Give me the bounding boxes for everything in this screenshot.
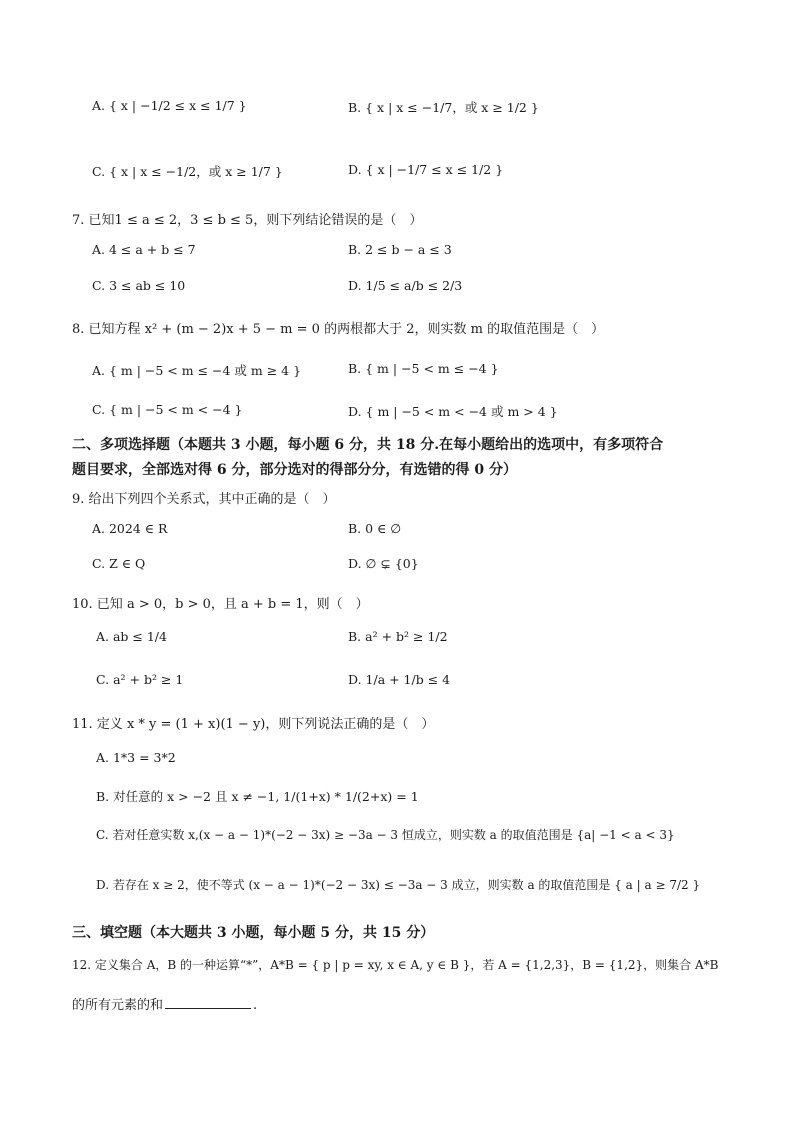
q9-option-c[interactable]: C. Z ∈ Q	[92, 556, 146, 571]
q8-option-b[interactable]: B. { m | −5 < m ≤ −4 }	[348, 361, 499, 376]
q11-option-c[interactable]: C. 若对任意实数 x,(x − a − 1)*(−2 − 3x) ≥ −3a − 3 恒成立，则实数 a 的取值范围是 {a| −1 < a < 3}	[96, 828, 675, 842]
q8-option-d[interactable]: D. { m | −5 < m < −4 或 m > 4 }	[348, 404, 558, 419]
q9-stem: 9. 给出下列四个关系式，其中正确的是（ ）	[72, 492, 336, 507]
q10-option-b[interactable]: B. a² + b² ≥ 1/2	[348, 629, 448, 644]
q8-stem: 8. 已知方程 x² + (m − 2)x + 5 − m = 0 的两根都大于 2，则实数 m 的取值范围是（ ）	[72, 322, 605, 337]
q12-line2-end: .	[253, 998, 258, 1013]
q7-option-b[interactable]: B. 2 ≤ b − a ≤ 3	[348, 242, 452, 257]
q7-stem: 7. 已知1 ≤ a ≤ 2，3 ≤ b ≤ 5，则下列结论错误的是（ ）	[72, 213, 423, 228]
q9-option-d[interactable]: D. ∅ ⊊ {0}	[348, 556, 419, 571]
section3-title: 三、填空题（本大题共 3 小题，每小题 5 分，共 15 分）	[72, 925, 435, 941]
q11-option-a[interactable]: A. 1*3 = 3*2	[96, 750, 176, 765]
q10-stem: 10. 已知 a > 0，b > 0，且 a + b = 1，则（ ）	[72, 597, 369, 612]
q11-stem: 11. 定义 x * y = (1 + x)(1 − y)，则下列说法正确的是（ ）	[72, 717, 435, 732]
q6-option-c[interactable]: C. { x | x ≤ −1/2，或 x ≥ 1/7 }	[92, 164, 283, 179]
q6-option-d[interactable]: D. { x | −1/7 ≤ x ≤ 1/2 }	[348, 162, 504, 177]
q10-option-c[interactable]: C. a² + b² ≥ 1	[96, 672, 184, 687]
section2-title-line2: 题目要求，全部选对得 6 分，部分选对的得部分分，有选错的得 0 分）	[72, 462, 517, 478]
q12-line1: 12. 定义集合 A，B 的一种运算“*”，A*B = { p | p = xy, x ∈ A, y ∈ B }，若 A = {1,2,3}，B = {1,2}，则集合 A*B	[72, 958, 719, 972]
q6-option-b[interactable]: B. { x | x ≤ −1/7，或 x ≥ 1/2 }	[348, 100, 539, 115]
q9-option-b[interactable]: B. 0 ∈ ∅	[348, 521, 402, 536]
q11-option-d[interactable]: D. 若存在 x ≥ 2，使不等式 (x − a − 1)*(−2 − 3x) ≤ −3a − 3 成立，则实数 a 的取值范围是 { a | a ≥ 7/2 }	[96, 878, 701, 892]
q12-line2-text: 的所有元素的和	[72, 998, 164, 1013]
q7-option-c[interactable]: C. 3 ≤ ab ≤ 10	[92, 278, 186, 293]
q6-option-a[interactable]: A. { x | −1/2 ≤ x ≤ 1/7 }	[92, 98, 247, 113]
q9-option-a[interactable]: A. 2024 ∈ R	[92, 521, 168, 536]
q12-answer-blank[interactable]	[165, 998, 251, 1009]
q8-option-c[interactable]: C. { m | −5 < m < −4 }	[92, 402, 243, 417]
q7-option-d[interactable]: D. 1/5 ≤ a/b ≤ 2/3	[348, 278, 463, 293]
q10-option-d[interactable]: D. 1/a + 1/b ≤ 4	[348, 672, 451, 687]
section2-title-line1: 二、多项选择题（本题共 3 小题，每小题 6 分，共 18 分.在每小题给出的选项中，有多项符合	[72, 437, 664, 453]
q8-option-a[interactable]: A. { m | −5 < m ≤ −4 或 m ≥ 4 }	[92, 363, 302, 378]
q10-option-a[interactable]: A. ab ≤ 1/4	[96, 629, 167, 644]
q12-line2	[72, 994, 257, 1013]
q11-option-b[interactable]: B. 对任意的 x > −2 且 x ≠ −1, 1/(1+x) * 1/(2+x) = 1	[96, 789, 419, 804]
q7-option-a[interactable]: A. 4 ≤ a + b ≤ 7	[92, 242, 196, 257]
